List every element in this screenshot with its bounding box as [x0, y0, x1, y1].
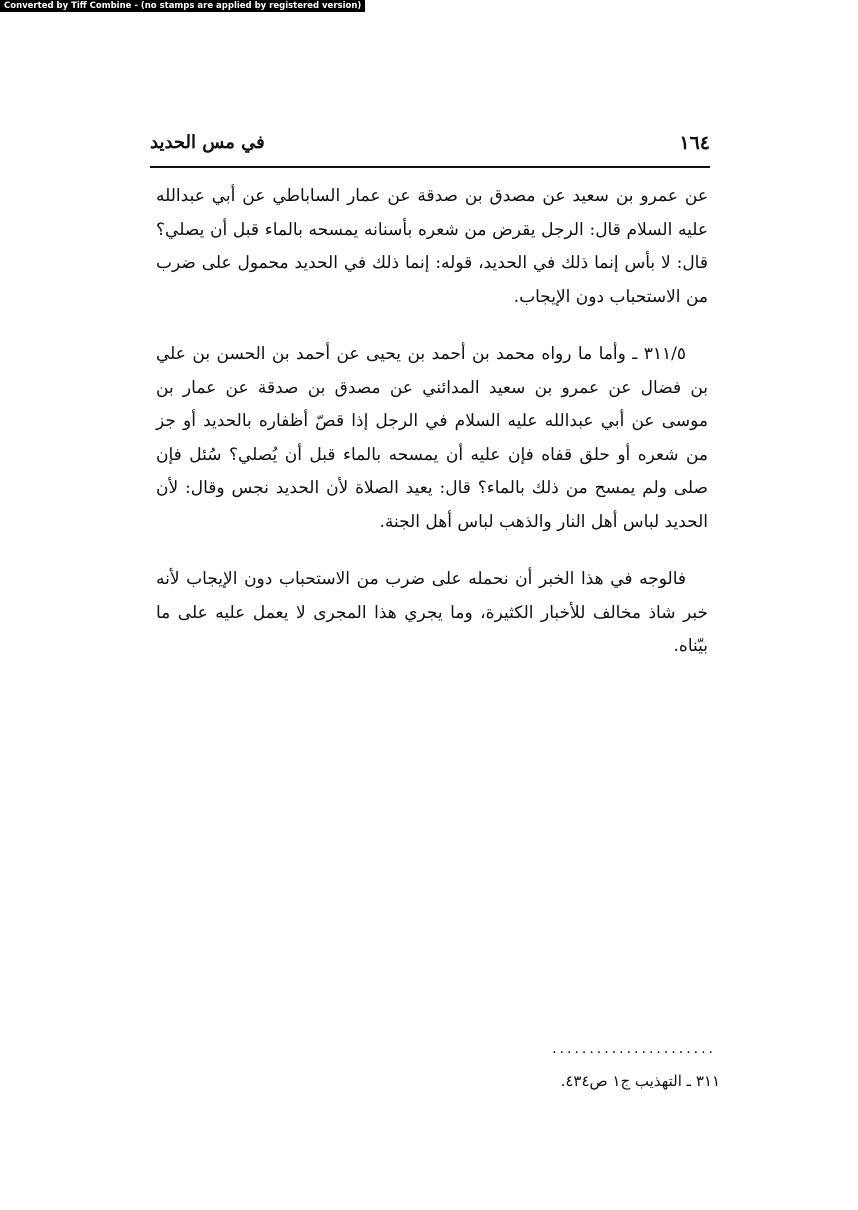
- header-rule: [150, 166, 710, 168]
- paragraph-1: عن عمرو بن سعيد عن مصدق بن صدقة عن عمار الساباطي عن أبي عبدالله عليه السلام قال: الرجل يقرض من شعره بأسنانه يمسحه بالماء قبل أن يصلي؟ قال: لا بأس إنما ذلك في الحديد، قوله: إنما ذلك في الحديد محمول على ضرب من الاستحباب دون الإيجاب.: [156, 186, 708, 307]
- running-title: في مس الحديد: [150, 132, 265, 153]
- paragraph-2: ٣١١/٥ ـ وأما ما رواه محمد بن أحمد بن يحيى عن أحمد بن الحسن بن علي بن فضال عن عمرو بن سعيد المدائني عن مصدق بن صدقة عن عمار بن موسى عن أبي عبدالله عليه السلام في الرجل إذا قصّ أظفاره بالحديد أو جز من شعره أو حلق قفاه فإن عليه أن يمسحه بالماء قبل أن يُصلي؟ سُئل فإن صلى ولم يمسح من ذلك بالماء؟ قال: يعيد الصلاة لأن الحديد نجس وقال: لأن الحديد لباس أهل النار والذهب لباس أهل الجنة.: [156, 344, 708, 532]
- main-text: [156, 180, 708, 664]
- converter-banner: Converted by Tiff Combine - (no stamps are applied by registered version): [0, 0, 365, 12]
- page-number: ١٦٤: [679, 132, 710, 154]
- footnote: ٣١١ ـ التهذيب ج١ ص٤٣٤.: [560, 1072, 720, 1090]
- page-header: [150, 128, 710, 162]
- paragraph-3: فالوجه في هذا الخبر أن نحمله على ضرب من الاستحباب دون الإيجاب لأنه خبر شاذ مخالف للأخبار الكثيرة، وما يجري هذا المجرى لا يعمل عليه على ما بيّناه.: [156, 569, 708, 656]
- footnote-separator: ......................: [552, 1041, 716, 1057]
